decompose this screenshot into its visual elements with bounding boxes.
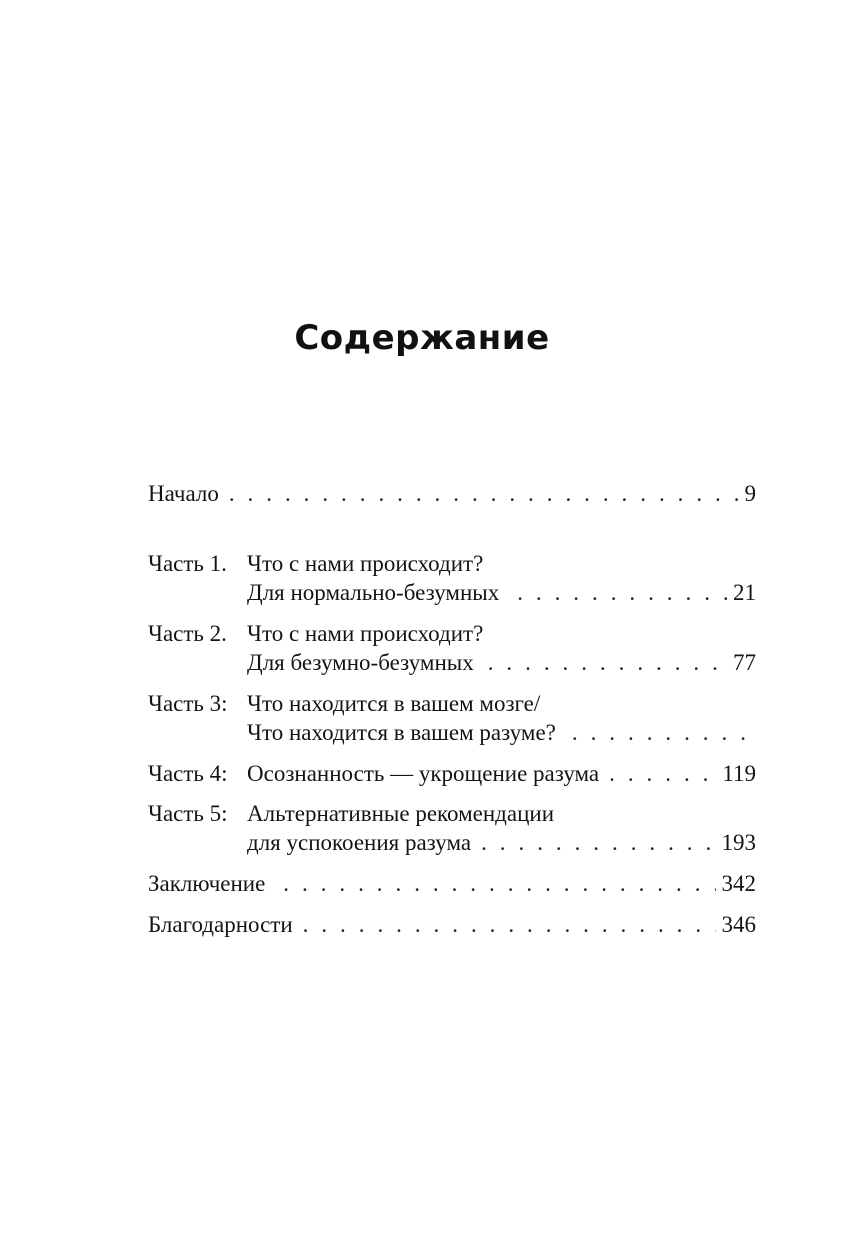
toc-entry-label: Осознанность — укрощение разума: [247, 761, 600, 786]
toc-entry-part4: [148, 759, 756, 789]
toc-entry-label: Что находится в вашем мозге/: [247, 691, 541, 716]
toc-entry-label: Для безумно-безумных: [247, 650, 474, 675]
dot-leader: [517, 578, 727, 608]
toc-part-label: Часть 4:: [148, 761, 228, 786]
toc-entry-label: Что находится в вашем разуме?: [247, 720, 556, 745]
toc-page-number: 9: [744, 481, 756, 506]
dot-leader: [572, 718, 756, 748]
toc-part-label: Часть 2.: [148, 621, 227, 646]
toc-entry-intro: [148, 479, 756, 509]
toc-entry-part1-line1: [148, 549, 756, 579]
toc-entry-label: Заключение: [148, 871, 266, 896]
toc-entry-label: Альтернативные рекомендации: [247, 801, 555, 826]
dot-leader: [303, 910, 716, 940]
toc-part-label: Часть 3:: [148, 691, 228, 716]
dot-leader: [488, 648, 727, 678]
page-title: Содержание: [294, 318, 550, 358]
toc-entry-label: Начало: [148, 481, 219, 506]
toc-part-label: Часть 1.: [148, 551, 227, 576]
toc-entry-part1-line2: [247, 578, 756, 608]
toc-entry-part5-line2: [247, 828, 756, 858]
toc-page-number: 77: [733, 650, 756, 675]
toc-part-label: Часть 5:: [148, 801, 228, 826]
toc-page-number: 346: [721, 912, 756, 937]
toc-entry-label: для успокоения разума: [247, 830, 472, 855]
toc-entry-part3-line2: [247, 718, 756, 748]
toc-entry-label: Что с нами происходит?: [247, 621, 484, 646]
toc-entry-label: Что с нами происходит?: [247, 551, 484, 576]
toc-page-number: 193: [721, 830, 756, 855]
toc-entry-part3-line1: [148, 689, 756, 719]
toc-entry-conclusion: [148, 869, 756, 899]
toc-entry-label: Для нормально-безумных: [247, 580, 500, 605]
toc-entry-part2-line2: [247, 648, 756, 678]
toc-entry-part2-line1: [148, 619, 756, 649]
dot-leader: [229, 479, 739, 509]
table-of-contents: [148, 0, 756, 1240]
dot-leader: [609, 759, 716, 789]
dot-leader: [283, 869, 715, 899]
toc-entry-thanks: [148, 910, 756, 940]
toc-page-number: 21: [733, 580, 756, 605]
toc-entry-part5-line1: [148, 799, 756, 829]
toc-page-number: 119: [722, 761, 756, 786]
toc-page-number: 342: [721, 871, 756, 896]
toc-entry-label: Благодарности: [148, 912, 293, 937]
dot-leader: [481, 828, 715, 858]
